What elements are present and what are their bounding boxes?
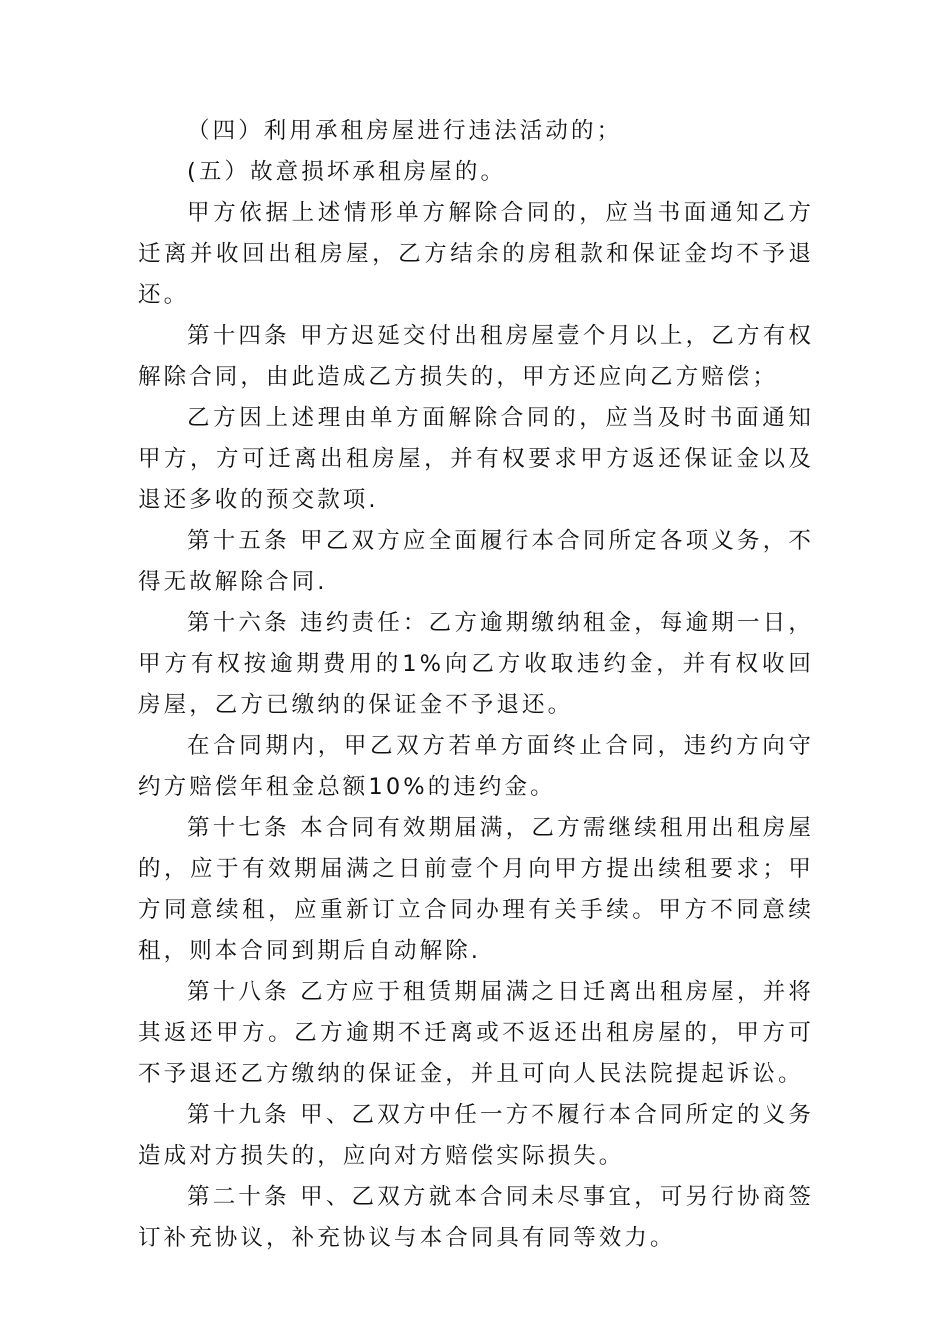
- article-14: 第十四条 甲方迟延交付出租房屋壹个月以上，乙方有权解除合同，由此造成乙方损失的，甲方还应向乙方赔偿；: [138, 323, 814, 390]
- article-16-continued: 在合同期内，甲乙双方若单方面终止合同，违约方向守约方赔偿年租金总额10%的违约金。: [138, 733, 814, 800]
- article-18: 第十八条 乙方应于租赁期届满之日迁离出租房屋，并将其返还甲方。乙方逾期不迁离或不返还出租房屋的，甲方可不予退还乙方缴纳的保证金，并且可向人民法院提起诉讼。: [138, 979, 814, 1087]
- article-16: 第十六条 违约责任：乙方逾期缴纳租金，每逾期一日，甲方有权按逾期费用的1%向乙方收取违约金，并有权收回房屋，乙方已缴纳的保证金不予退还。: [138, 610, 814, 718]
- clause-item-5: (五）故意损坏承租房屋的。: [187, 159, 507, 185]
- termination-paragraph: 甲方依据上述情形单方解除合同的，应当书面通知乙方迁离并收回出租房屋，乙方结余的房租款和保证金均不予退还。: [138, 200, 814, 308]
- clause-item-4: （四）利用承租房屋进行违法活动的；: [187, 118, 623, 144]
- article-15: 第十五条 甲乙双方应全面履行本合同所定各项义务，不得无故解除合同.: [138, 528, 814, 595]
- article-17: 第十七条 本合同有效期届满，乙方需继续租用出租房屋的，应于有效期届满之日前壹个月向甲方提出续租要求；甲方同意续租，应重新订立合同办理有关手续。甲方不同意续租，则本合同到期后自动解除.: [138, 815, 814, 964]
- document-body: [138, 111, 814, 1259]
- article-20: 第二十条 甲、乙双方就本合同未尽事宜，可另行协商签订补充协议，补充协议与本合同具有同等效力。: [138, 1184, 814, 1251]
- article-19: 第十九条 甲、乙双方中任一方不履行本合同所定的义务造成对方损失的，应向对方赔偿实际损失。: [138, 1102, 814, 1169]
- article-14-continued: 乙方因上述理由单方面解除合同的，应当及时书面通知甲方，方可迁离出租房屋，并有权要求甲方返还保证金以及退还多收的预交款项.: [138, 405, 814, 513]
